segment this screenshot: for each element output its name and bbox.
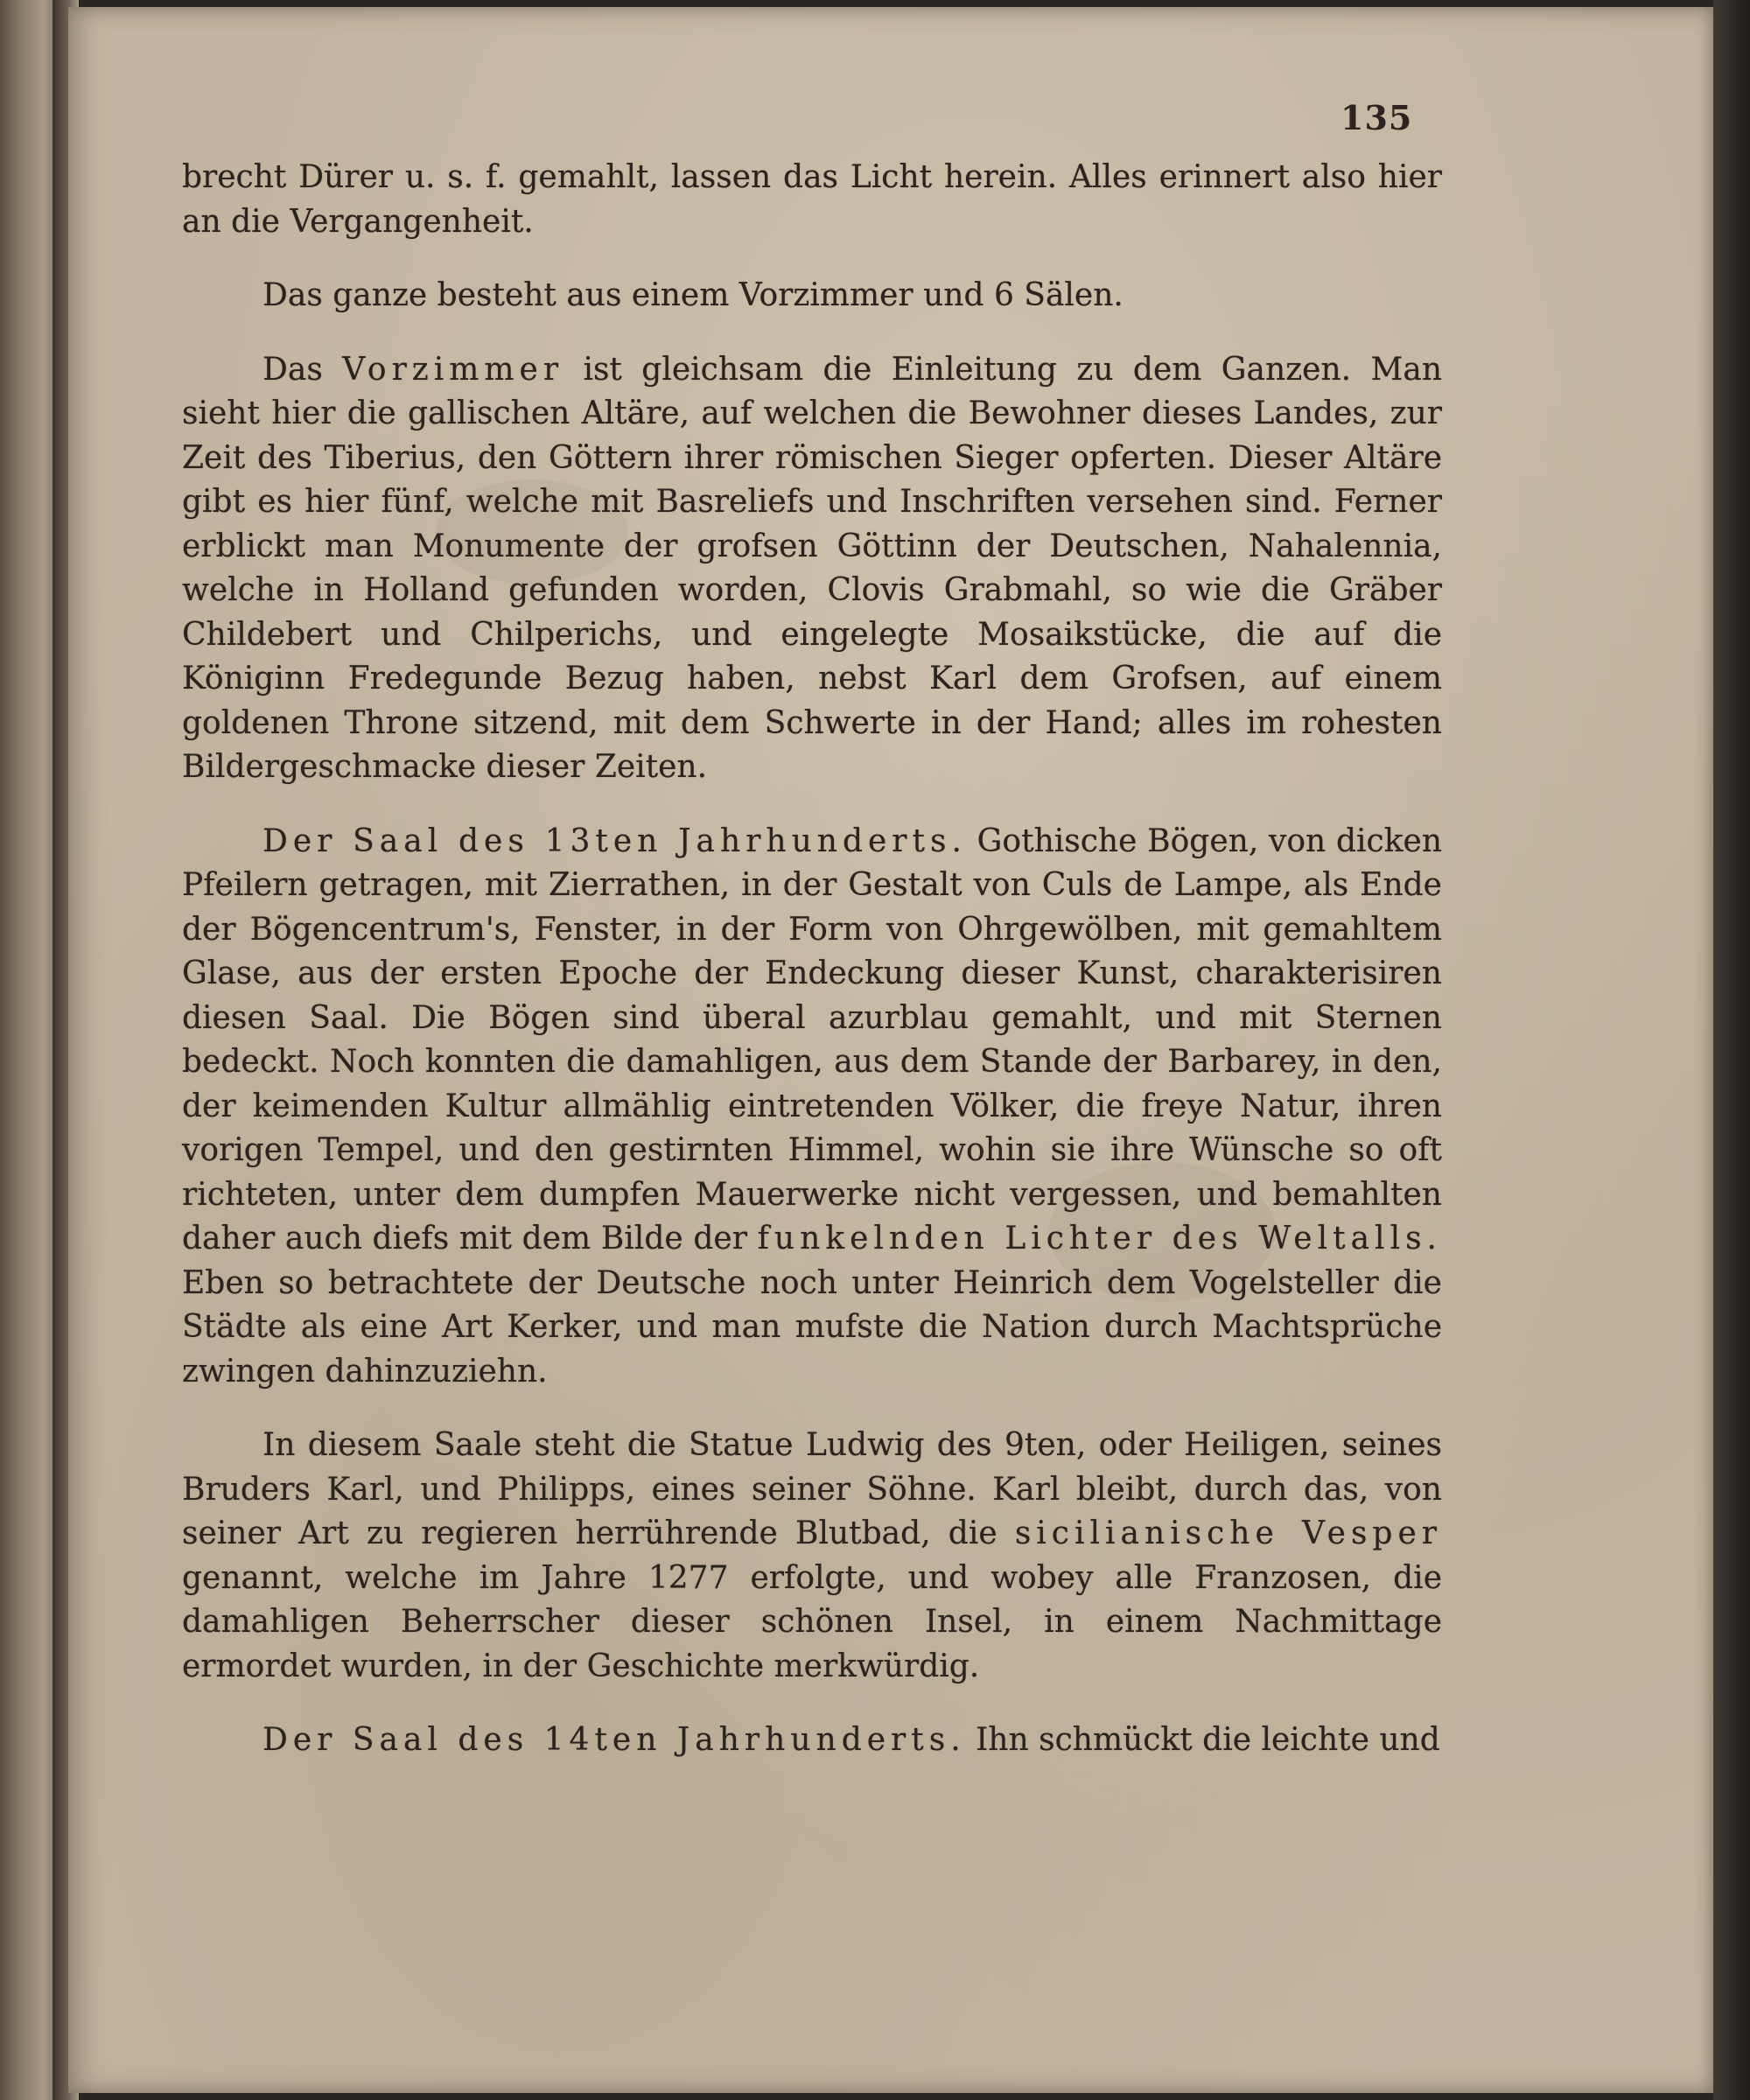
paragraph-text: ist gleichsam die Einleitung zu dem Ganzen. Man sieht hier die gallischen Altäre, auf welchen die Bewohner dieses Landes, zur Zeit des Tiberius, den Göttern ihrer römischen Sieger opferten. Dieser Altäre gibt es hier fünf, welche mit Basreliefs und Inschriften versehen sind. Ferner erblickt man Monumente der grofsen Göttinn der Deutschen, Nahalennia, welche in Holland gefunden worden, Clovis Grabmahl, so wie die Gräber Childebert und Chilperichs, und eingelegte Mosaikstücke, die auf die Königinn Fredegunde Bezug haben, nebst Karl dem Grofsen, auf einem goldenen Throne sitzend, mit dem Schwerte in der Hand; alles im rohesten Bildergeschmacke dieser Zeiten. [182,351,1442,785]
paragraph-text: brecht Dürer u. s. f. gemahlt, lassen das Licht herein. Alles erinnert also hier an die Vergangenheit. [182,159,1442,240]
paragraph-saal-14 [182,1718,1442,1763]
paragraph-lead-before: Das [262,351,343,388]
paragraph-text: In diesem Saale steht die Statue Ludwig des 9ten, oder Heiligen, seines Bruders Karl, und Philipps, eines seiner Söhne. Karl bleibt, durch das, von seiner Art zu regieren herrührende Blutbad, die [182,1427,1442,1551]
paragraph-text: Das ganze besteht aus einem Vorzimmer und 6 Sälen. [262,277,1124,313]
spaced-heading: Der Saal des 13ten Jahrhunderts. [262,822,967,859]
spaced-emphasis: sicilianische Vesper [1014,1516,1442,1551]
spaced-heading: Vorzimmer [342,351,564,388]
paragraph-saal-13 [182,820,1442,1395]
page-text [182,156,1442,1763]
paragraph-text: Eben so betrachtete der Deutsche noch unter Heinrich dem Vogelsteller die Städte als eine Art Kerker, und man mufste die Nation durch Machtsprüche zwingen dahinzuziehn. [182,1264,1442,1390]
paragraph-statues [182,1424,1442,1689]
paragraph-vorzimmer [182,348,1442,790]
spaced-heading: Der Saal des 14ten Jahrhunderts. [262,1722,966,1758]
page-number: 135 [1340,98,1413,137]
right-page-edge [1713,0,1750,2100]
paragraph-text: Ihn schmückt die leichte und [965,1722,1440,1758]
spaced-emphasis: funkelnden Lichter des Weltalls. [757,1221,1442,1256]
paragraph-text: genannt, welche im Jahre 1277 erfolgte, und wobey alle Franzosen, die damahligen Beherrscher dieser schönen Insel, in einem Nachmittage ermordet wurden, in der Geschichte merkwürdig. [182,1559,1442,1684]
paragraph-text: Gothische Bögen, von dicken Pfeilern getragen, mit Zierrathen, in der Gestalt von Culs de Lampe, als Ende der Bögencentrum's, Fenster, in der Form von Ohrgewölben, mit gemahltem Glase, aus der ersten Epoche der Endeckung dieser Kunst, charakterisiren diesen Saal. Die Bögen sind überal azurblau gemahlt, und mit Sternen bedeckt. Noch konnten die damahligen, aus dem Stande der Barbarey, in den, der keimenden Kultur allmählig eintretenden Völker, die freye Natur, ihren vorigen Tempel, und den gestirnten Himmel, wohin sie ihre Wünsche so oft richteten, unter dem dumpfen Mauerwerke nicht vergessen, und bemahlten daher auch diefs mit dem Bilde der [182,822,1442,1256]
paragraph-continuation [182,156,1442,244]
paragraph-overview [182,274,1442,318]
